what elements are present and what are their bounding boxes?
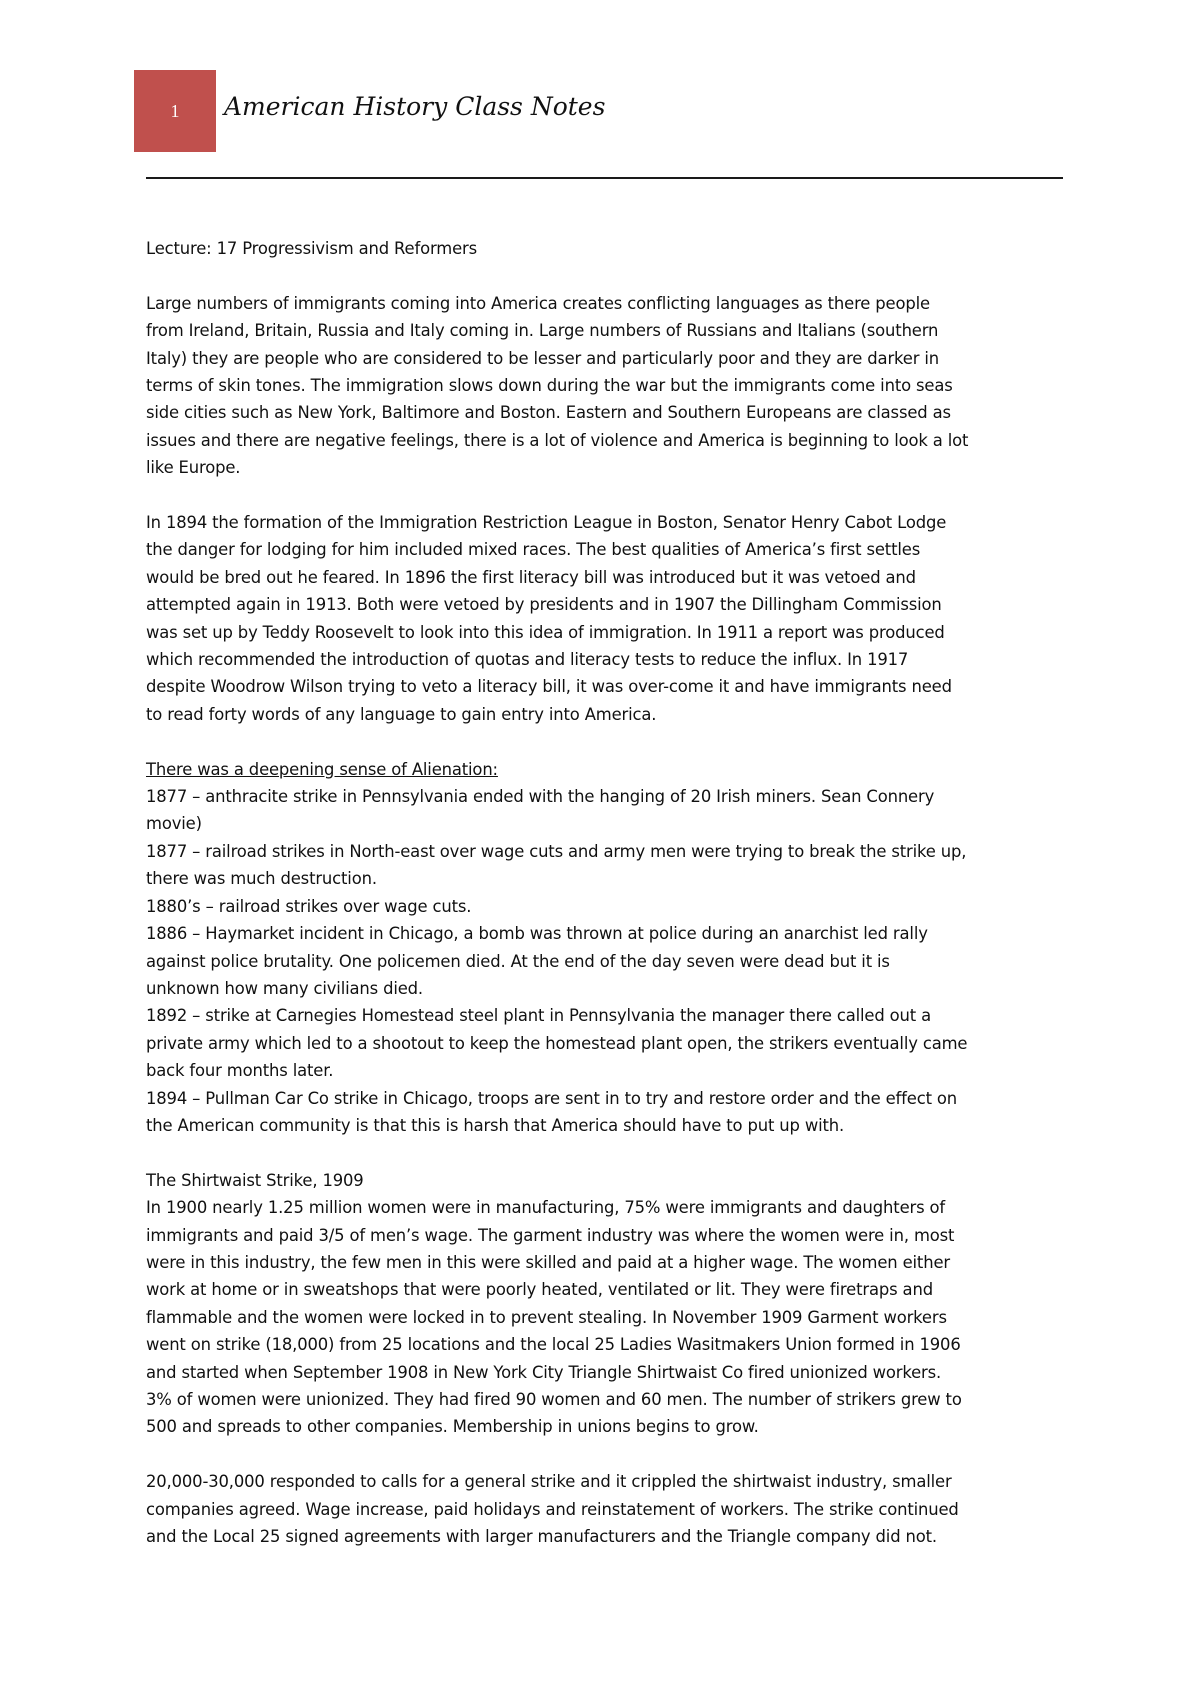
text-line: immigrants and paid 3/5 of men’s wage. The garment industry was where the women were in, most [146, 1225, 955, 1245]
page-number-badge [134, 70, 216, 152]
text-line: 1894 – Pullman Car Co strike in Chicago, troops are sent in to try and restore order and the effect on [146, 1088, 958, 1108]
text-line: like Europe. [146, 458, 241, 478]
text-line: In 1894 the formation of the Immigration Restriction League in Boston, Senator Henry Cabot Lodge [146, 513, 947, 533]
text-line: were in this industry, the few men in this were skilled and paid at a higher wage. The women either [146, 1252, 950, 1272]
text-line: despite Woodrow Wilson trying to veto a literacy bill, it was over-come it and have immigrants need [146, 677, 952, 697]
paragraph-general-strike [146, 1468, 1066, 1550]
text-line: work at home or in sweatshops that were poorly heated, ventilated or lit. They were firetraps and [146, 1280, 933, 1300]
document-body [146, 235, 1066, 1550]
text-line: would be bred out he feared. In 1896 the first literacy bill was introduced but it was vetoed and [146, 567, 916, 587]
header-divider [146, 177, 1063, 179]
text-line: 1880’s – railroad strikes over wage cuts. [146, 896, 472, 916]
text-line: issues and there are negative feelings, there is a lot of violence and America is beginning to look a lot [146, 430, 969, 450]
text-line: went on strike (18,000) from 25 locations and the local 25 Ladies Wasitmakers Union formed in 1906 [146, 1335, 961, 1355]
text-line: 1886 – Haymarket incident in Chicago, a bomb was thrown at police during an anarchist led rally [146, 924, 928, 944]
text-line: companies agreed. Wage increase, paid holidays and reinstatement of workers. The strike continued [146, 1499, 959, 1519]
text-line: back four months later. [146, 1061, 334, 1081]
document-title: American History Class Notes [224, 92, 606, 121]
text-line: 3% of women were unionized. They had fired 90 women and 60 men. The number of strikers grew to [146, 1390, 962, 1409]
text-line: 1877 – anthracite strike in Pennsylvania ended with the hanging of 20 Irish miners. Sean Connery [146, 787, 935, 807]
text-line: Large numbers of immigrants coming into America creates conflicting languages as there people [146, 293, 930, 313]
text-line: 500 and spreads to other companies. Membership in unions begins to grow. [146, 1417, 759, 1437]
section-heading-alienation: There was a deepening sense of Alienation: [146, 759, 498, 779]
text-line: terms of skin tones. The immigration slows down during the war but the immigrants come into seas [146, 376, 953, 396]
text-line: 1877 – railroad strikes in North-east over wage cuts and army men were trying to break the strike up, [146, 841, 967, 861]
text-line: movie) [146, 814, 202, 834]
text-line: and the Local 25 signed agreements with larger manufacturers and the Triangle company did not. [146, 1527, 937, 1547]
section-shirtwaist-strike [146, 1167, 1066, 1441]
text-line: the danger for lodging for him included mixed races. The best qualities of America’s first settles [146, 540, 921, 560]
section-alienation [146, 756, 1066, 1140]
text-line: unknown how many civilians died. [146, 978, 423, 998]
text-line: side cities such as New York, Baltimore and Boston. Eastern and Southern Europeans are classed as [146, 403, 951, 423]
text-line: In 1900 nearly 1.25 million women were in manufacturing, 75% were immigrants and daughters of [146, 1198, 946, 1218]
text-line: there was much destruction. [146, 869, 377, 889]
text-line: 20,000-30,000 responded to calls for a general strike and it crippled the shirtwaist industry, smaller [146, 1472, 952, 1492]
text-line: and started when September 1908 in New York City Triangle Shirtwaist Co fired unionized workers. [146, 1362, 942, 1382]
section-heading-shirtwaist: The Shirtwaist Strike, 1909 [146, 1170, 364, 1190]
page-number: 1 [170, 100, 180, 121]
text-line: 1892 – strike at Carnegies Homestead steel plant in Pennsylvania the manager there called out a [146, 1006, 932, 1026]
paragraph-restriction-league [146, 509, 1066, 728]
paragraph-immigration [146, 290, 1066, 482]
text-line: flammable and the women were locked in to prevent stealing. In November 1909 Garment workers [146, 1307, 947, 1327]
text-line: Italy) they are people who are considered to be lesser and particularly poor and they are darker in [146, 348, 940, 368]
text-line: from Ireland, Britain, Russia and Italy coming in. Large numbers of Russians and Italians (southern [146, 321, 939, 341]
text-line: was set up by Teddy Roosevelt to look into this idea of immigration. In 1911 a report was produced [146, 622, 945, 642]
text-line: to read forty words of any language to gain entry into America. [146, 704, 657, 724]
text-line: which recommended the introduction of quotas and literacy tests to reduce the influx. In 1917 [146, 650, 909, 670]
lecture-title: Lecture: 17 Progressivism and Reformers [146, 239, 477, 258]
text-line: against police brutality. One policemen died. At the end of the day seven were dead but it is [146, 951, 890, 971]
text-line: attempted again in 1913. Both were vetoed by presidents and in 1907 the Dillingham Commission [146, 595, 942, 615]
text-line: the American community is that this is harsh that America should have to put up with. [146, 1115, 845, 1135]
text-line: private army which led to a shootout to keep the homestead plant open, the strikers eventually came [146, 1033, 968, 1053]
